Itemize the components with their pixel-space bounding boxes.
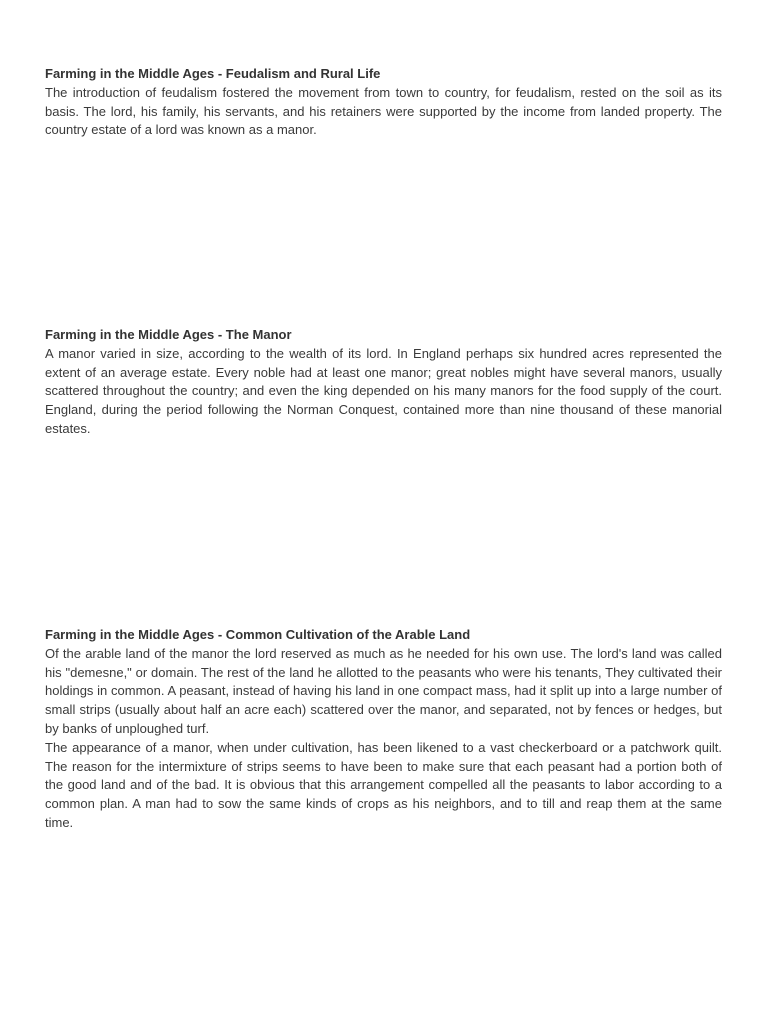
section-heading: Farming in the Middle Ages - The Manor — [45, 327, 292, 342]
section-paragraph: Of the arable land of the manor the lord reserved as much as he needed for his own use. The lord's land was called his "demesne," or domain. The rest of the land he allotted to the peasants who were his tenants, They cultivated their holdings in common. A peasant, instead of having his land in one compact mass, had it split up into a large number of small strips (usually about half an acre each) scattered over the manor, and separated, not by fences or hedges, but by banks of unploughed turf. — [45, 645, 722, 736]
section-heading: Farming in the Middle Ages - Feudalism and Rural Life — [45, 66, 381, 81]
section-common-cultivation — [45, 626, 722, 833]
section-the-manor — [45, 326, 722, 439]
section-paragraph: A manor varied in size, according to the wealth of its lord. In England perhaps six hundred acres represented the extent of an average estate. Every noble had at least one manor; great nobles might have several manors, usually scattered throughout the country; and even the king depended on his many manors for the food supply of the court. England, during the period following the Norman Conquest, contained more than nine thousand of these manorial estates. — [45, 345, 722, 436]
section-feudalism-and-rural-life — [45, 65, 722, 140]
section-paragraph: The introduction of feudalism fostered the movement from town to country, for feudalism, rested on the soil as its basis. The lord, his family, his servants, and his retainers were supported by the income from landed property. The country estate of a lord was known as a manor. — [45, 84, 722, 138]
section-heading: Farming in the Middle Ages - Common Cultivation of the Arable Land — [45, 627, 471, 642]
section-paragraph: The appearance of a manor, when under cultivation, has been likened to a vast checkerboard or a patchwork quilt. The reason for the intermixture of strips seems to have been to make sure that each peasant had a portion both of the good land and of the bad. It is obvious that this arrangement compelled all the peasants to labor according to a common plan. A man had to sow the same kinds of crops as his neighbors, and to till and reap them at the same time. — [45, 739, 722, 830]
